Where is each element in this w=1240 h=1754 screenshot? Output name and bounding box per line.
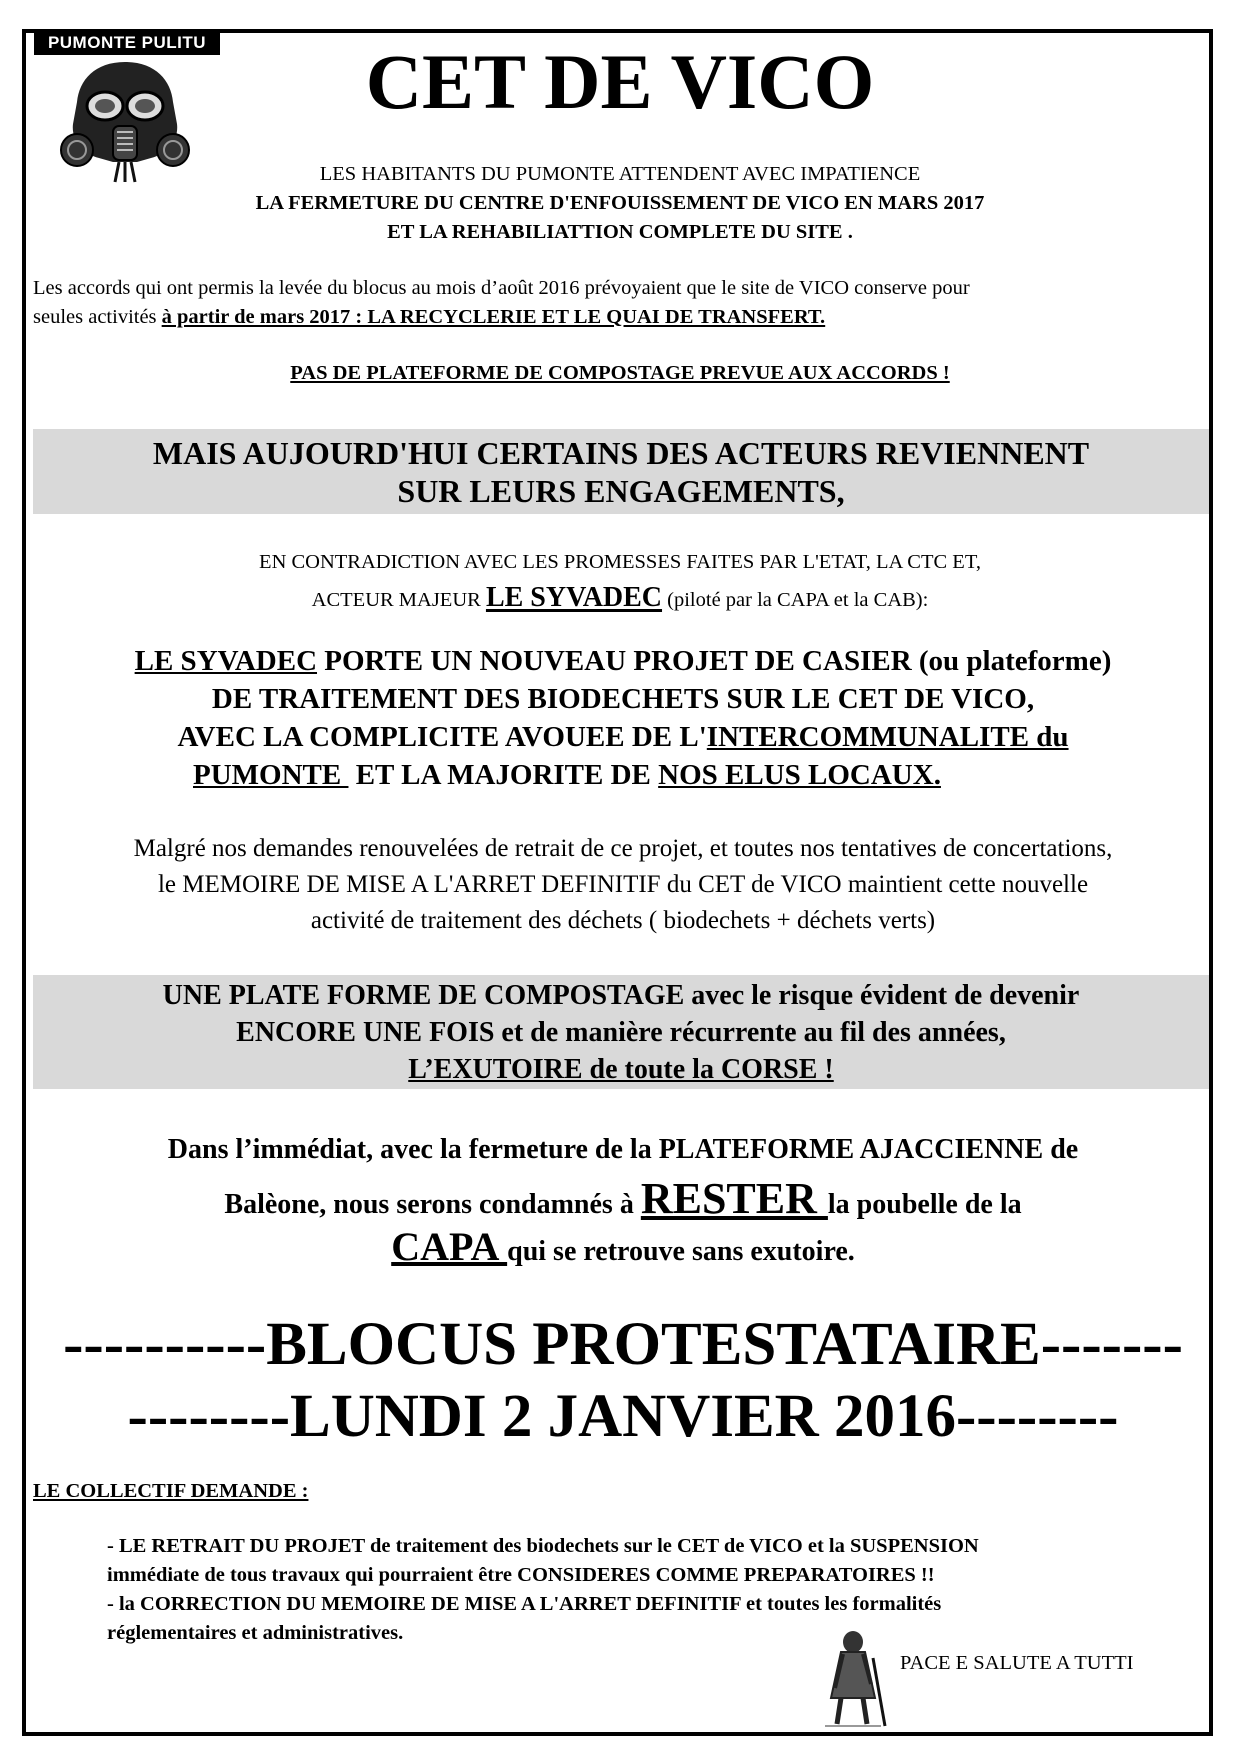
banner2-line-2: ENCORE UNE FOIS et de manière récurrente au fil des années, [236,1017,1006,1048]
memoire-line-1: Malgré nos demandes renouvelées de retrait de ce projet, et toutes nos tentatives de concertations, [133,835,1113,862]
pumonte-pulitu-badge: PUMONTE PULITU [34,31,220,55]
banner2-line-1: UNE PLATE FORME DE COMPOSTAGE avec le risque évident de devenir [162,980,1080,1011]
banner-compostage [33,975,1209,1089]
contradiction-line-1: EN CONTRADICTION AVEC LES PROMESSES FAITES PAR L'ETAT, LA CTC ET, [259,551,981,573]
capa-emphasis: CAPA [391,1224,508,1269]
syvadec-line-4-mid: ET LA MAJORITE DE [348,759,659,791]
syvadec-line-3-prefix: AVEC LA COMPLICITE AVOUEE DE L' [177,721,707,753]
accords-line-1: Les accords qui ont permis la levée du blocus au mois d’août 2016 prévoyaient que le site de VICO conserve pour [33,277,970,299]
syvadec-line-1-name: LE SYVADEC [134,645,318,677]
intro-line-2: LA FERMETURE DU CENTRE D'ENFOUISSEMENT DE VICO EN MARS 2017 [255,192,985,214]
banner1-line-2: SUR LEURS ENGAGEMENTS, [397,473,845,509]
memoire-line-3: activité de traitement des déchets ( biodechets + déchets verts) [310,907,936,934]
demand-item-2-line-1: - la CORRECTION DU MEMOIRE DE MISE A L'ARRET DEFINITIF et toutes les formalités [107,1593,942,1615]
syvadec-line-4 [193,756,1193,794]
collectif-heading: LE COLLECTIF DEMANDE : [33,1480,309,1502]
intro-line-1: LES HABITANTS DU PUMONTE ATTENDENT AVEC IMPATIENCE [319,163,921,185]
syvadec-line-3-underlined: INTERCOMMUNALITE du [706,721,1069,753]
shepherd-figure-icon [815,1628,890,1728]
syvadec-name: LE SYVADEC [485,582,663,613]
demand-item-1-line-1: - LE RETRAIT DU PROJET de traitement des biodechets sur le CET de VICO et la SUSPENSION [107,1535,979,1557]
immediat-line-3-suffix: qui se retrouve sans exutoire. [507,1236,855,1267]
syvadec-line-1-rest: PORTE UN NOUVEAU PROJET DE CASIER (ou plateforme) [317,645,1112,677]
banner2-line-3 [33,1051,1209,1088]
syvadec-line-3 [33,718,1213,756]
demand-item-2-line-2: réglementaires et administratives. [107,1622,404,1644]
banner-engagements [33,429,1209,514]
syvadec-elus: NOS ELUS LOCAUX. [658,759,941,791]
accords-line-2 [33,303,1213,332]
memoire-line-2: le MEMOIRE DE MISE A L'ARRET DEFINITIF du CET de VICO maintient cette nouvelle [157,871,1089,898]
blocus-title: ----------BLOCUS PROTESTATAIRE------- [63,1311,1183,1378]
closing-salutation: PACE E SALUTE A TUTTI [900,1652,1134,1674]
intro-line-3: ET LA REHABILIATTION COMPLETE DU SITE . [387,221,853,243]
demand-item-1-line-2: immédiate de tous travaux qui pourraient être CONSIDERES COMME PREPARATOIRES !! [107,1564,935,1586]
accords-highlight: à partir de mars 2017 : LA RECYCLERIE ET LE QUAI DE TRANSFERT. [161,306,826,328]
syvadec-pumonte: PUMONTE [193,759,349,791]
no-platform-statement: PAS DE PLATEFORME DE COMPOSTAGE PREVUE AUX ACCORDS ! [290,362,950,384]
immediat-line-1: Dans l’immédiat, avec la fermeture de la PLATEFORME AJACCIENNE de [167,1134,1079,1165]
banner1-line-1: MAIS AUJOURD'HUI CERTAINS DES ACTEURS REVIENNENT [152,435,1090,471]
page-title: CET DE VICO [365,38,875,125]
syvadec-line-1 [33,642,1213,680]
accords-prefix: seules activités [33,306,162,328]
contradiction-prefix: ACTEUR MAJEUR [311,589,486,611]
contradiction-line-2 [40,580,1200,618]
blocus-date: --------LUNDI 2 JANVIER 2016-------- [127,1383,1119,1450]
banner2-exutoire: L’EXUTOIRE de toute la CORSE ! [408,1054,834,1085]
immediat-line-3 [33,1223,1213,1276]
contradiction-suffix: (piloté par la CAPA et la CAB): [662,589,929,611]
rester-emphasis: RESTER [640,1174,828,1223]
immediat-suffix: la poubelle de la [827,1189,1022,1220]
syvadec-line-2: DE TRAITEMENT DES BIODECHETS SUR LE CET DE VICO, [211,683,1035,715]
immediat-prefix: Balèone, nous serons condamnés à [224,1189,641,1220]
